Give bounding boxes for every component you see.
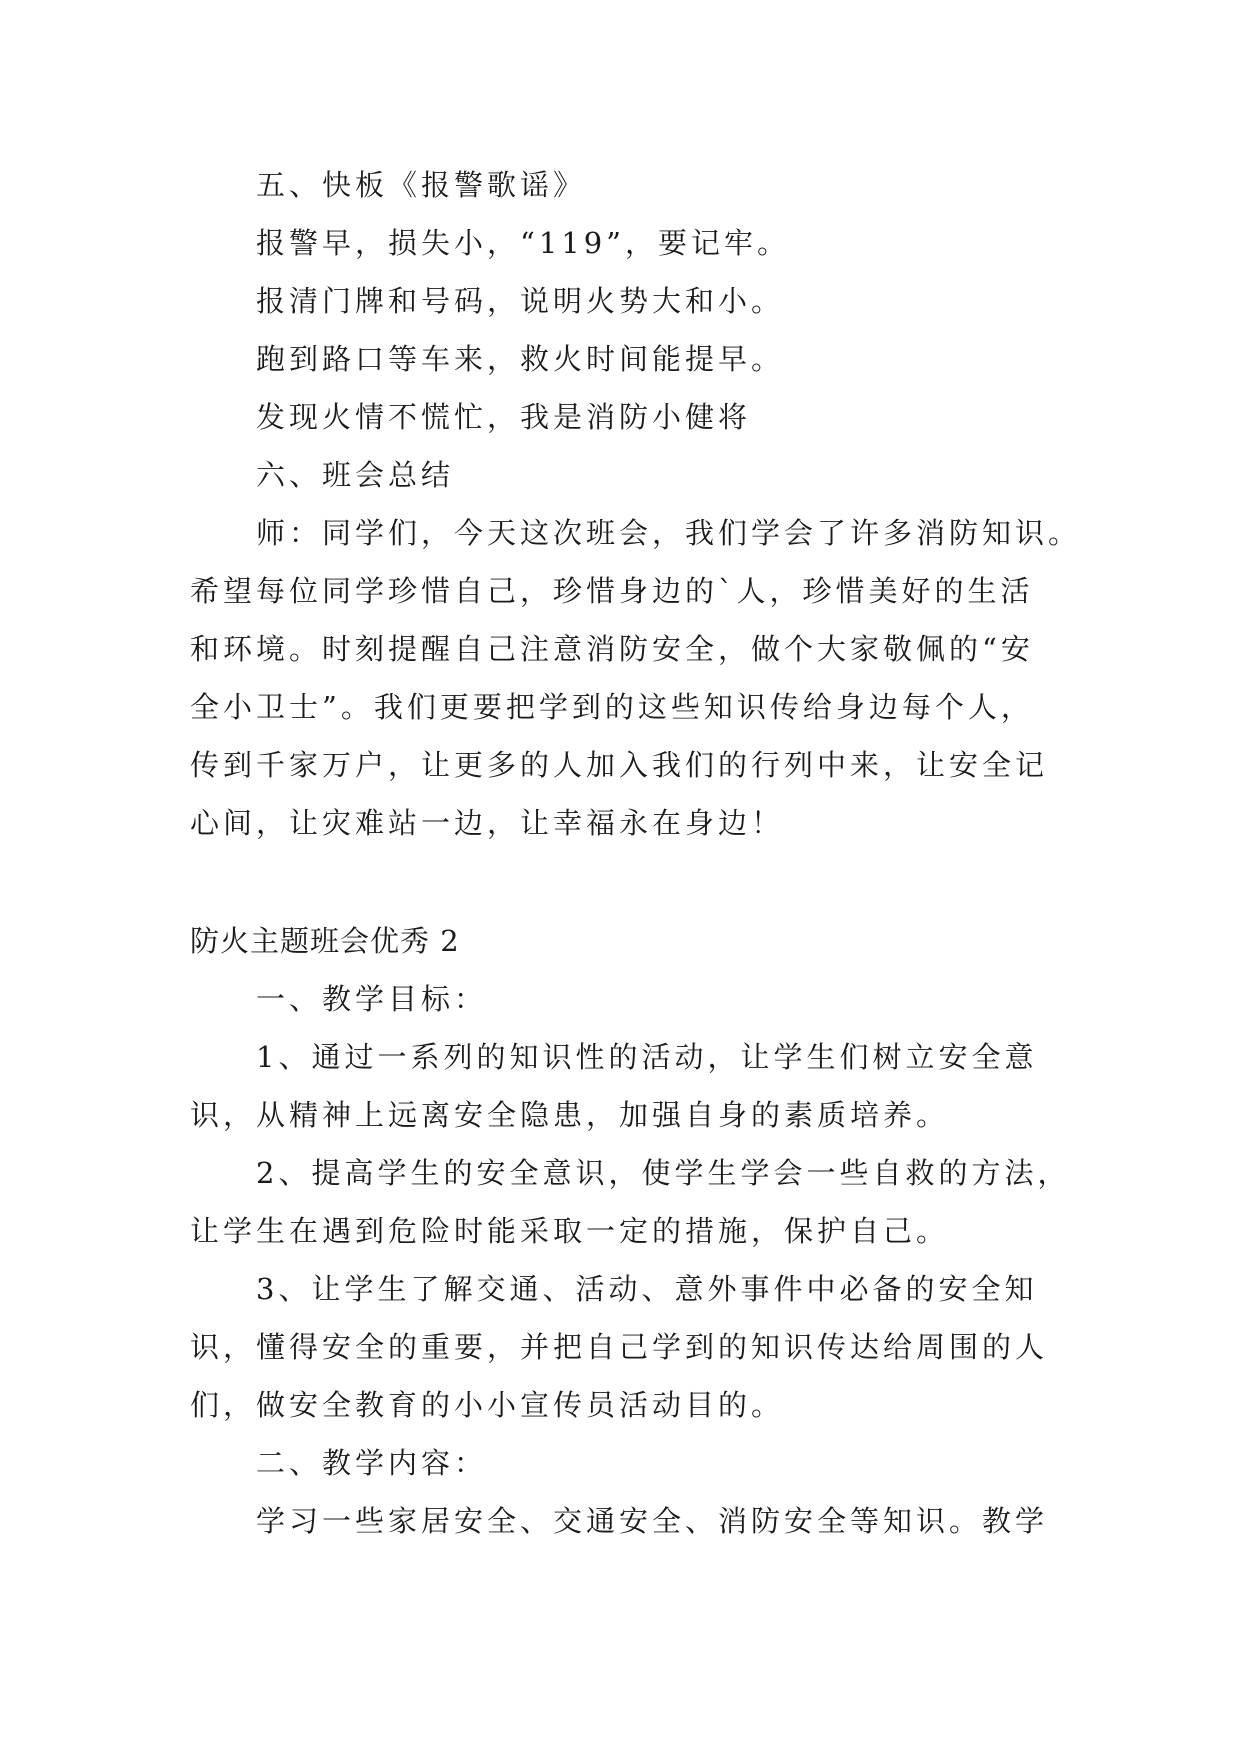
- section-heading-five: 五、快板《报警歌谣》: [256, 168, 587, 202]
- paragraph-line: 识，从精神上远离安全隐患，加强自身的素质培养。: [190, 1098, 950, 1132]
- paragraph-line: 学习一些家居安全、交通安全、消防安全等知识。教学: [256, 1504, 1049, 1538]
- paragraph-line: 3、让学生了解交通、活动、意外事件中必备的安全知: [256, 1272, 1038, 1306]
- paragraph-line: 1、通过一系列的知识性的活动，让学生们树立安全意: [256, 1040, 1038, 1074]
- paragraph-line: 和环境。时刻提醒自己注意消防安全，做个大家敬佩的“安: [190, 632, 1034, 666]
- section-heading-six: 六、班会总结: [256, 458, 455, 492]
- rhyme-line: 报警早，损失小，“119”，要记牢。: [256, 226, 791, 260]
- section-heading-goals: 一、教学目标：: [256, 982, 488, 1016]
- article-title: 防火主题班会优秀 2: [190, 924, 460, 958]
- section-heading-content: 二、教学内容：: [256, 1446, 488, 1480]
- paragraph-line: 师：同学们，今天这次班会，我们学会了许多消防知识。: [256, 516, 1082, 550]
- paragraph-line: 们，做安全教育的小小宣传员活动目的。: [190, 1388, 785, 1422]
- paragraph-line: 全小卫士”。我们更要把学到的这些知识传给身边每个人，: [190, 690, 1034, 724]
- rhyme-line: 报清门牌和号码，说明火势大和小。: [256, 284, 785, 318]
- paragraph-line: 识，懂得安全的重要，并把自己学到的知识传达给周围的人: [190, 1330, 1049, 1364]
- rhyme-line: 跑到路口等车来，救火时间能提早。: [256, 342, 785, 376]
- rhyme-line: 发现火情不慌忙，我是消防小健将: [256, 400, 752, 434]
- paragraph-line: 2、提高学生的安全意识，使学生学会一些自救的方法，: [256, 1156, 1071, 1190]
- paragraph-line: 心间，让灾难站一边，让幸福永在身边！: [190, 806, 785, 840]
- paragraph-line: 希望每位同学珍惜自己，珍惜身边的`人，珍惜美好的生活: [190, 574, 1034, 608]
- paragraph-line: 让学生在遇到危险时能采取一定的措施，保护自己。: [190, 1214, 950, 1248]
- paragraph-line: 传到千家万户，让更多的人加入我们的行列中来，让安全记: [190, 748, 1049, 782]
